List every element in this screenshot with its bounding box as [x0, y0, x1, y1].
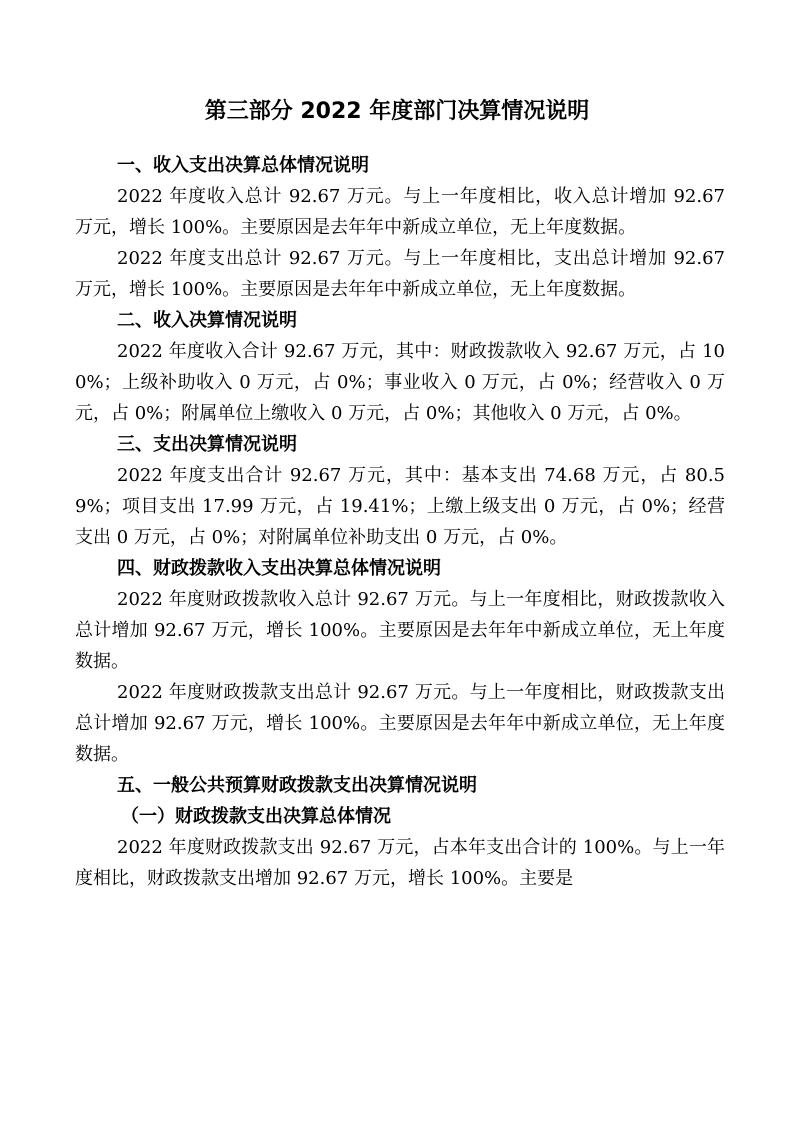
section-3-heading: 三、支出决算情况说明	[117, 434, 297, 455]
document-body	[75, 150, 725, 894]
section-5-subheading: （一）财政拨款支出决算总体情况	[121, 806, 391, 827]
section-5-paragraph-1: 2022 年度财政拨款支出 92.67 万元，占本年支出合计的 100%。与上一年度相比，财政拨款支出增加 92.67 万元，增长 100%。主要是	[75, 837, 725, 889]
section-1-heading: 一、收入支出决算总体情况说明	[117, 155, 369, 176]
section-1-paragraph-1: 2022 年度收入总计 92.67 万元。与上一年度相比，收入总计增加 92.67 万元，增长 100%。主要原因是去年年中新成立单位，无上年度数据。	[75, 186, 725, 238]
document-title: 第三部分 2022 年度部门决算情况说明	[204, 99, 590, 124]
section-1-paragraph-2: 2022 年度支出总计 92.67 万元。与上一年度相比，支出总计增加 92.67 万元，增长 100%。主要原因是去年年中新成立单位，无上年度数据。	[75, 248, 725, 300]
section-2-paragraph-1: 2022 年度收入合计 92.67 万元，其中：财政拨款收入 92.67 万元，占 100%；上级补助收入 0 万元，占 0%；事业收入 0 万元，占 0%；经营收入 0 万元，占 0%；附属单位上缴收入 0 万元，占 0%；其他收入 0 万元，占 0%。	[75, 341, 725, 424]
section-2-heading: 二、收入决算情况说明	[117, 310, 297, 331]
section-4-heading: 四、财政拨款收入支出决算总体情况说明	[117, 558, 441, 579]
section-4-paragraph-1: 2022 年度财政拨款收入总计 92.67 万元。与上一年度相比，财政拨款收入总计增加 92.67 万元，增长 100%。主要原因是去年年中新成立单位，无上年度数据。	[75, 589, 725, 672]
section-4-paragraph-2: 2022 年度财政拨款支出总计 92.67 万元。与上一年度相比，财政拨款支出总计增加 92.67 万元，增长 100%。主要原因是去年年中新成立单位，无上年度数据。	[75, 682, 725, 765]
section-3-paragraph-1: 2022 年度支出合计 92.67 万元，其中：基本支出 74.68 万元，占 80.59%；项目支出 17.99 万元，占 19.41%；上缴上级支出 0 万元，占 0%；经营支出 0 万元，占 0%；对附属单位补助支出 0 万元，占 0%。	[75, 465, 725, 548]
section-5-heading: 五、一般公共预算财政拨款支出决算情况说明	[117, 775, 477, 796]
